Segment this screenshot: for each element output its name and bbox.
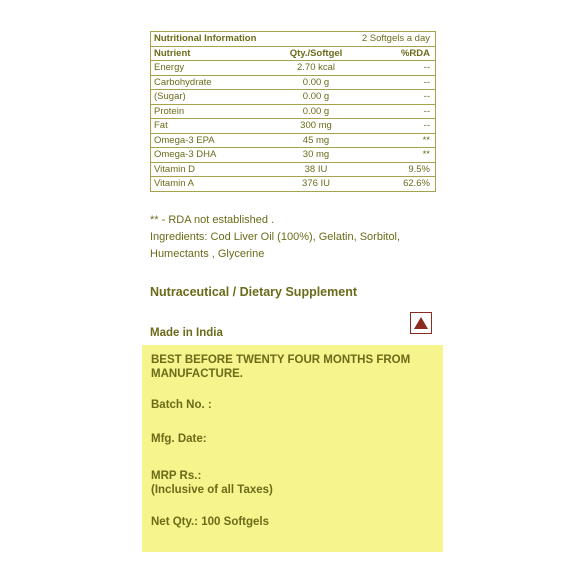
nutrient-qty: 38 IU xyxy=(304,163,328,175)
nutrient-name: Omega-3 DHA xyxy=(154,149,217,161)
batch-number-label: Batch No. : xyxy=(151,399,212,411)
nutrient-rda: -- xyxy=(423,76,430,88)
nutrient-qty: 45 mg xyxy=(302,134,330,146)
nutrient-qty: 2.70 kcal xyxy=(296,62,336,74)
nutrient-qty: 30 mg xyxy=(302,149,330,161)
mfg-date-label: Mfg. Date: xyxy=(151,433,207,445)
nutrient-rda: -- xyxy=(423,62,430,74)
nutrient-name: Vitamin D xyxy=(154,163,196,175)
table-row xyxy=(151,75,435,90)
nutrition-title: Nutritional Information xyxy=(154,33,257,45)
batch-info-panel xyxy=(142,345,443,552)
header-rda: %RDA xyxy=(400,47,430,59)
table-row xyxy=(151,118,435,133)
header-qty: Qty./Softgel xyxy=(289,47,343,59)
nutrient-name: Vitamin A xyxy=(154,178,194,190)
table-row xyxy=(151,147,435,162)
nutrient-qty: 0.00 g xyxy=(302,105,330,117)
ingredients-line: Ingredients: Cod Liver Oil (100%), Gelatin, Sorbitol, xyxy=(150,231,401,243)
nutrient-rda: ** xyxy=(422,134,430,146)
header-nutrient: Nutrient xyxy=(154,47,191,59)
triangle-icon xyxy=(414,317,428,329)
table-row xyxy=(151,89,435,104)
table-row xyxy=(151,60,435,75)
nutrient-qty: 0.00 g xyxy=(302,76,330,88)
nutrient-rda: ** xyxy=(422,149,430,161)
table-row xyxy=(151,133,435,148)
nutrition-table xyxy=(150,31,436,192)
mrp-note: (Inclusive of all Taxes) xyxy=(151,484,273,496)
ingredients-line: Humectants , Glycerine xyxy=(150,248,265,260)
rda-note: ** - RDA not established . xyxy=(150,214,275,226)
nutrient-name: Energy xyxy=(154,62,185,74)
net-quantity-label: Net Qty.: 100 Softgels xyxy=(151,516,270,528)
nutrient-qty: 0.00 g xyxy=(302,91,330,103)
product-category: Nutraceutical / Dietary Supplement xyxy=(150,285,358,299)
table-row xyxy=(151,104,435,119)
best-before-line: MANUFACTURE. xyxy=(151,368,243,380)
nutrient-name: Carbohydrate xyxy=(154,76,212,88)
nutrient-name: Omega-3 EPA xyxy=(154,134,215,146)
table-row xyxy=(151,162,435,177)
nutrient-qty: 300 mg xyxy=(300,120,332,132)
mrp-label: MRP Rs.: xyxy=(151,470,202,482)
best-before-line: BEST BEFORE TWENTY FOUR MONTHS FROM xyxy=(151,354,411,366)
nutrient-rda: -- xyxy=(423,91,430,103)
nutrient-qty: 376 IU xyxy=(302,178,330,190)
nutrient-rda: -- xyxy=(423,120,430,132)
nutrient-rda: 62.6% xyxy=(403,178,430,190)
non-veg-triangle-icon xyxy=(410,312,432,334)
nutrition-header-row xyxy=(151,46,435,61)
nutrition-dose: 2 Softgels a day xyxy=(361,33,430,45)
nutrient-name: Protein xyxy=(154,105,185,117)
nutrient-name: (Sugar) xyxy=(154,91,186,103)
nutrition-title-row xyxy=(151,32,435,46)
nutrient-rda: 9.5% xyxy=(408,163,430,175)
made-in-label: Made in India xyxy=(150,327,223,339)
nutrient-rda: -- xyxy=(423,105,430,117)
table-row xyxy=(151,176,435,191)
nutrient-name: Fat xyxy=(154,120,168,132)
notes-block xyxy=(150,212,450,263)
